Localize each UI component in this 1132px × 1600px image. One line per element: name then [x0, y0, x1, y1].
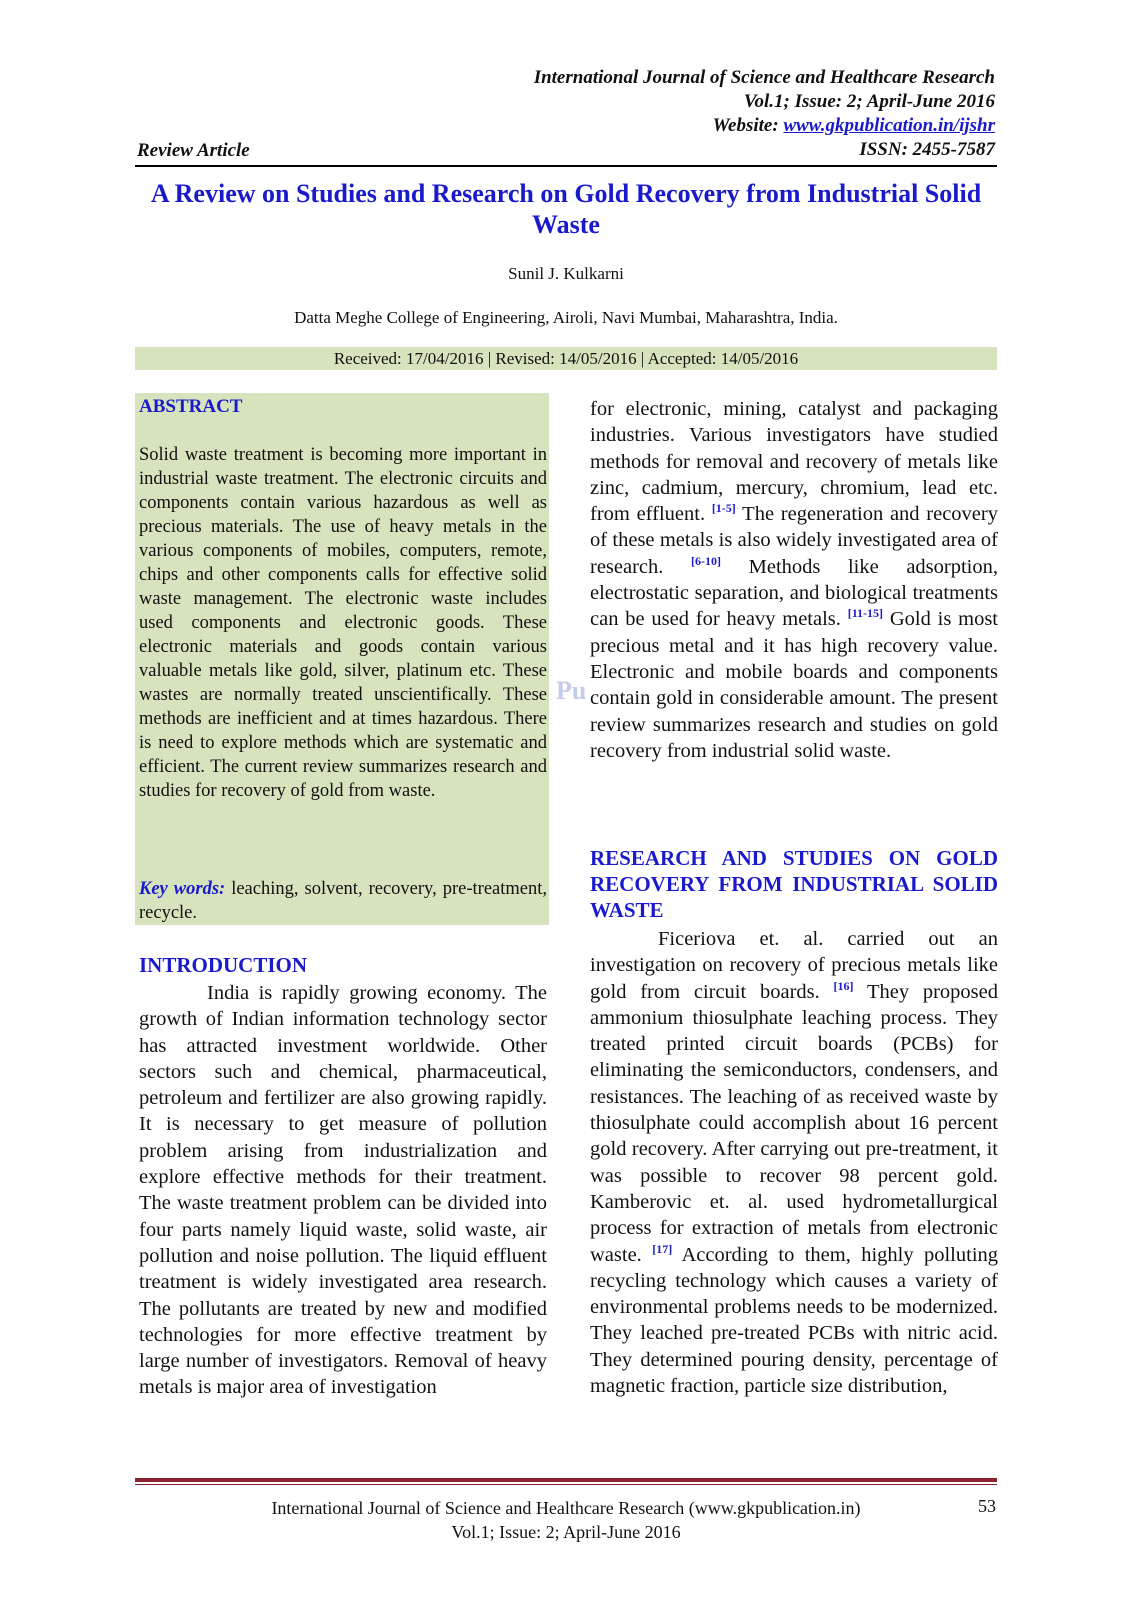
issn: ISSN: 2455-7587: [859, 139, 995, 160]
author: Sunil J. Kulkarni: [508, 264, 624, 283]
journal-volume: Vol.1; Issue: 2; April-June 2016: [743, 91, 995, 112]
website-label: Website:: [712, 115, 779, 136]
keywords-list: leaching, solvent, recovery, pre-treatment, recycle.: [139, 879, 547, 923]
research-text: [590, 926, 998, 1399]
date-separator: |: [487, 349, 492, 368]
intro-para-3: Methods like adsorption, electrostatic separation, and biological treatments can be used for heavy metals.: [590, 555, 998, 631]
research-heading: RESEARCH AND STUDIES ON GOLD RECOVERY FROM INDUSTRIAL SOLID WASTE: [590, 846, 998, 922]
intro-para-4: Gold is most precious metal and it has high recovery value. Electronic and mobile boards and components contain gold in considerable amount. The present review summarizes research and studies on gold recovery from industrial solid waste.: [590, 608, 998, 762]
journal-header: [534, 66, 995, 162]
header-rule: [135, 165, 997, 167]
introduction-text: [139, 980, 547, 1401]
footer: [135, 1496, 997, 1544]
watermark: Pu: [556, 676, 587, 705]
research-para-2: They proposed ammonium thiosulphate leaching process. They treated printed circuit boards (PCBs) for eliminating the semiconductors, condensers, and resistances. The leaching of as received waste by thiosulphate could accomplish about 16 percent gold recovery. After carrying out pre-treatment, it was possible to recover 98 percent gold. Kamberovic et. al. used hydrometallurgical process for extraction of metals from electronic waste.: [590, 980, 999, 1266]
page-number: 53: [978, 1496, 996, 1516]
keywords-label: Key words:: [139, 879, 226, 899]
received-date: Received: 17/04/2016: [333, 349, 484, 368]
paper-title: A Review on Studies and Research on Gold Recovery from Industrial Solid Waste: [150, 179, 982, 239]
keywords: [139, 877, 547, 925]
dates-bar: [135, 347, 997, 370]
affiliation: Datta Meghe College of Engineering, Airoli, Navi Mumbai, Maharashtra, India.: [294, 308, 838, 327]
date-separator: |: [640, 349, 645, 368]
research-para-1: Ficeriova et. al. carried out an investigation on recovery of precious metals like gold from circuit boards.: [590, 928, 998, 1003]
intro-para-1: for electronic, mining, catalyst and packaging industries. Various investigators have studied methods for removal and recovery of metals like zinc, cadmium, mercury, chromium, lead etc. from effluent.: [590, 398, 998, 526]
research-para-3: According to them, highly polluting recycling technology which causes a variety of environmental problems needs to be modernized. They leached pre-treated PCBs with nitric acid. They determined pouring density, percentage of magnetic fraction, particle size distribution,: [590, 1243, 999, 1398]
journal-name: International Journal of Science and Healthcare Research: [533, 67, 995, 88]
citation-ref[interactable]: [1-5]: [711, 501, 736, 516]
introduction-heading: INTRODUCTION: [139, 953, 308, 977]
article-type: Review Article: [137, 140, 250, 161]
citation-ref[interactable]: [16]: [833, 978, 854, 993]
footer-rule: [135, 1478, 997, 1482]
journal-website: [534, 114, 995, 138]
introduction-continued: [590, 396, 998, 764]
introduction-body: India is rapidly growing economy. The growth of Indian information technology sector has attracted investment worldwide. Other sectors such and chemical, pharmaceutical, petroleum and fertilizer are also growing rapidly. It is necessary to get measure of pollution problem arising from industrialization and explore effective methods for their treatment. The waste treatment problem can be divided into four parts namely liquid waste, solid waste, air pollution and noise pollution. The liquid effluent treatment is widely investigated area research. The pollutants are treated by new and modified technologies for more effective treatment by large number of investigators. Removal of heavy metals is major area of investigation: [139, 982, 547, 1399]
citation-ref[interactable]: [17]: [652, 1241, 673, 1256]
revised-date: Revised: 14/05/2016: [495, 349, 637, 368]
footer-rule-thin: [135, 1484, 997, 1485]
abstract-heading: ABSTRACT: [139, 396, 243, 417]
accepted-date: Accepted: 14/05/2016: [647, 349, 799, 368]
intro-para-2: The regeneration and recovery of these metals is also widely investigated area of research.: [590, 503, 998, 578]
footer-volume: Vol.1; Issue: 2; April-June 2016: [451, 1522, 681, 1542]
abstract-text: Solid waste treatment is becoming more important in industrial waste treatment. The electronic circuits and components contain various hazardous as well as precious materials. The use of heavy metals in the various components of mobiles, computers, remote, chips and other components calls for effective solid waste management. The electronic waste includes used components and electronic goods. These electronic materials and goods contain various valuable metals like gold, silver, platinum etc. These wastes are normally treated unscientifically. These methods are inefficient and at times hazardous. There is need to explore methods which are systematic and efficient. The current review summarizes research and studies for recovery of gold from waste.: [139, 445, 547, 801]
citation-ref[interactable]: [6-10]: [691, 553, 722, 568]
website-link[interactable]: www.gkpublication.in/ijshr: [783, 115, 995, 136]
footer-journal: International Journal of Science and Healthcare Research (www.gkpublication.in): [271, 1498, 861, 1518]
citation-ref[interactable]: [11-15]: [847, 606, 884, 621]
